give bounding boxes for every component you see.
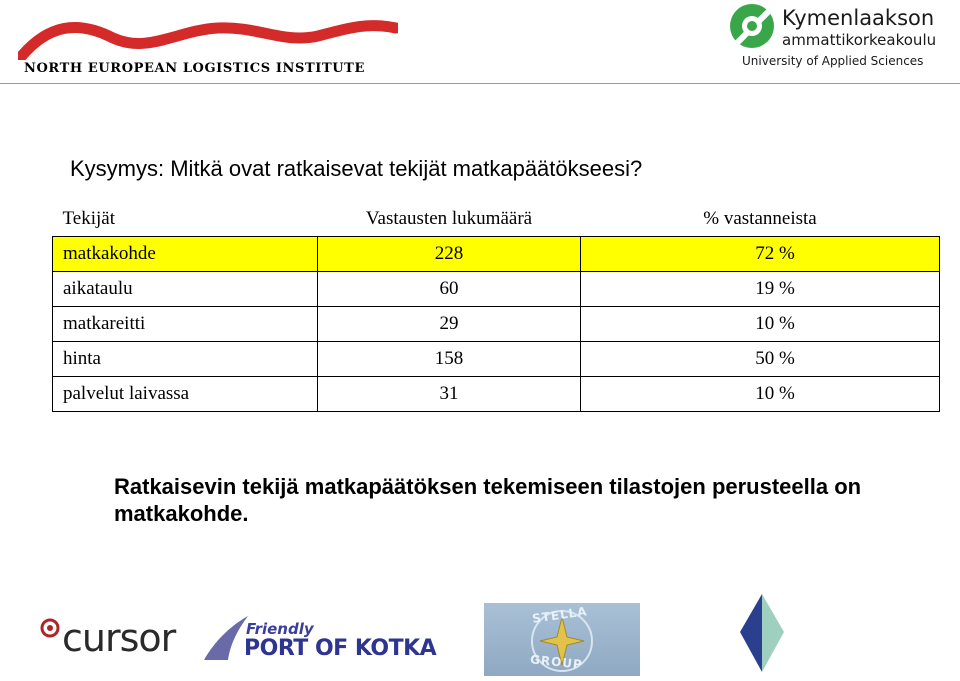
table-header-row bbox=[53, 202, 940, 237]
question-heading: Kysymys: Mitkä ovat ratkaisevat tekijät matkapäätökseesi? bbox=[70, 156, 643, 181]
kotka-friendly-text: Friendly bbox=[246, 620, 314, 638]
table-row bbox=[53, 237, 940, 272]
cursor-emblem-icon bbox=[40, 616, 64, 646]
cell-percent: 19 % bbox=[581, 272, 940, 307]
neli-logo bbox=[18, 14, 398, 82]
cursor-logo bbox=[40, 614, 180, 664]
cell-percent: 50 % bbox=[581, 342, 940, 377]
partner-flag-logo bbox=[732, 592, 792, 679]
table-row bbox=[53, 342, 940, 377]
cell-count: 60 bbox=[318, 272, 581, 307]
stella-top-text: STELLA bbox=[531, 604, 589, 626]
cell-count: 228 bbox=[318, 237, 581, 272]
cell-percent: 10 % bbox=[581, 307, 940, 342]
stella-bottom-text: GROUP bbox=[529, 652, 584, 672]
table-body bbox=[53, 237, 940, 412]
header-divider bbox=[0, 83, 960, 84]
kyamk-emblem-icon bbox=[728, 2, 778, 52]
cell-count: 158 bbox=[318, 342, 581, 377]
cell-percent: 10 % bbox=[581, 377, 940, 412]
cell-factor: aikataulu bbox=[53, 272, 318, 307]
sail-flag-icon bbox=[732, 592, 792, 674]
conclusion-text: Ratkaisevin tekijä matkapäätöksen tekemiseen tilastojen perusteella on matkakohde. bbox=[114, 474, 862, 526]
cell-factor: matkakohde bbox=[53, 237, 318, 272]
cell-factor: matkareitti bbox=[53, 307, 318, 342]
table-row bbox=[53, 272, 940, 307]
cell-factor: palvelut laivassa bbox=[53, 377, 318, 412]
header-count: Vastausten lukumäärä bbox=[318, 202, 581, 237]
kotka-name-text: PORT OF KOTKA bbox=[244, 636, 437, 661]
results-table bbox=[52, 202, 940, 412]
kyamk-english-name: University of Applied Sciences bbox=[742, 54, 924, 68]
cursor-logo-text: cursor bbox=[62, 616, 176, 660]
table-row bbox=[53, 307, 940, 342]
cell-count: 29 bbox=[318, 307, 581, 342]
header-percent: % vastanneista bbox=[581, 202, 940, 237]
header-factor: Tekijät bbox=[53, 202, 318, 237]
red-swoosh-icon bbox=[18, 14, 398, 60]
kyamk-logo bbox=[728, 2, 938, 74]
cell-factor: hinta bbox=[53, 342, 318, 377]
table-row bbox=[53, 377, 940, 412]
cell-count: 31 bbox=[318, 377, 581, 412]
kyamk-name: Kymenlaakson bbox=[782, 6, 935, 30]
port-of-kotka-logo bbox=[200, 612, 437, 664]
cell-percent: 72 % bbox=[581, 237, 940, 272]
stella-group-logo bbox=[484, 603, 640, 676]
neli-logo-text: NORTH EUROPEAN LOGISTICS INSTITUTE bbox=[24, 61, 365, 76]
kyamk-subname: ammattikorkeakoulu bbox=[782, 31, 937, 49]
